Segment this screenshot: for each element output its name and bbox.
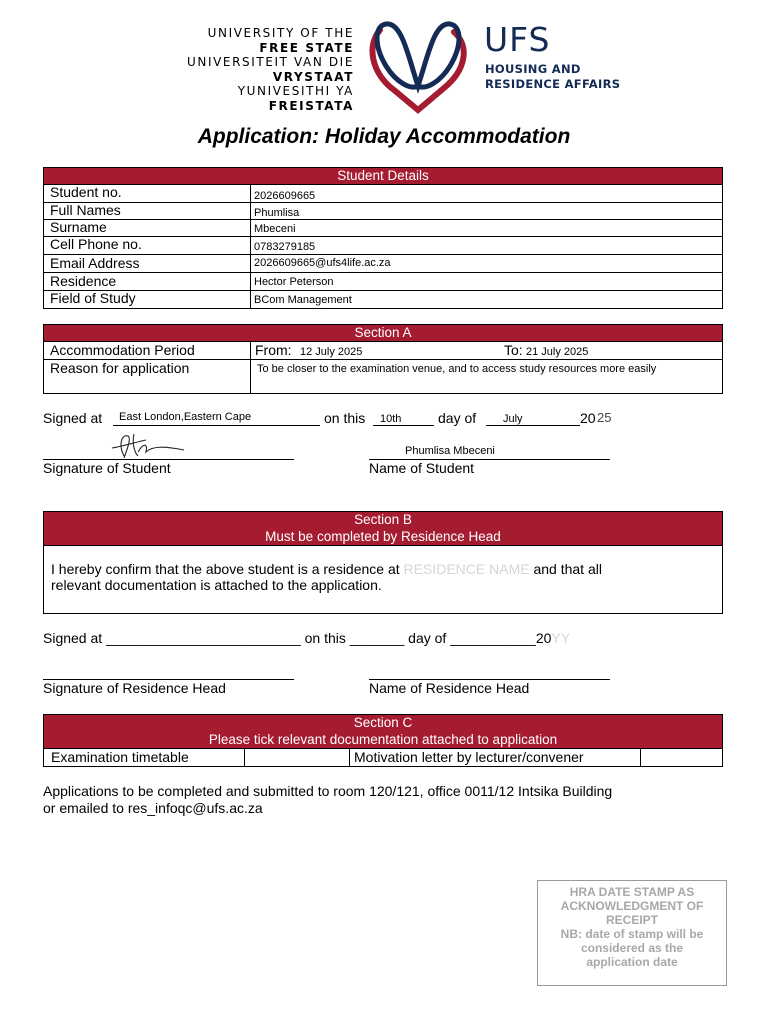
day-of-label: day of	[438, 410, 477, 426]
residence-head-signature-label: Signature of Residence Head	[43, 680, 226, 696]
residence-name-field[interactable]: RESIDENCE NAME	[403, 561, 530, 577]
field-of-study-field[interactable]: BCom Management	[254, 294, 352, 306]
row-label: Email Address	[44, 255, 251, 272]
date-stamp-box	[537, 880, 727, 986]
row-label: Residence	[44, 273, 251, 290]
row-label: Surname	[44, 220, 251, 236]
uni-line-3: UNIVERSITEIT VAN DIE	[187, 55, 354, 70]
statement-text-1: I hereby confirm that the above student is a residence at	[51, 561, 400, 577]
student-name-label: Name of Student	[369, 460, 475, 476]
day-field-b[interactable]: _______	[349, 630, 405, 646]
section-b-statement	[44, 546, 722, 593]
section-b-heading	[44, 512, 722, 546]
student-signature-label: Signature of Student	[43, 460, 171, 476]
section-c-subtitle: Please tick relevant documentation attached to application	[208, 731, 558, 747]
student-name-field[interactable]: Phumlisa Mbeceni	[405, 445, 495, 457]
uni-line-6: FREISTATA	[268, 98, 354, 113]
uni-line-1: UNIVERSITY OF THE	[207, 26, 354, 40]
university-name-block	[170, 26, 354, 114]
on-this-label-b: on this	[304, 630, 346, 646]
statement-text-2: and that all	[533, 561, 602, 577]
stamp-line-1: HRA DATE STAMP AS	[569, 885, 695, 899]
residence-field[interactable]: Hector Peterson	[254, 276, 334, 288]
department-name	[485, 62, 620, 92]
from-label: From:	[255, 342, 292, 358]
department-line-1: HOUSING AND	[485, 62, 581, 76]
exam-timetable-checkbox[interactable]	[245, 749, 350, 766]
uni-line-2: FREE STATE	[259, 40, 354, 55]
table-row	[44, 254, 722, 272]
table-row	[44, 185, 722, 202]
stamp-line-6: application date	[586, 955, 678, 969]
residence-head-name-label: Name of Residence Head	[369, 680, 530, 696]
signed-at-label: Signed at	[43, 410, 103, 426]
year-prefix-b: 20	[535, 630, 552, 646]
signed-at-underline	[113, 425, 320, 426]
exam-timetable-label: Examination timetable	[44, 749, 245, 766]
instructions-line-2: or emailed to res_infoqc@ufs.ac.za	[43, 800, 263, 816]
student-signature-image	[104, 430, 190, 460]
submission-instructions	[43, 783, 612, 817]
section-b-table	[43, 511, 723, 614]
to-date-field[interactable]: 21 July 2025	[526, 346, 589, 358]
stamp-line-4: NB: date of stamp will be	[560, 927, 704, 941]
section-c-title: Section C	[353, 715, 413, 730]
period-label: Accommodation Period	[44, 342, 251, 359]
ufs-wordmark: UFS	[484, 20, 551, 59]
day-field[interactable]: 10th	[380, 413, 402, 425]
instructions-line-1: Applications to be completed and submitted to room 120/121, office 0011/12 Intsika Building	[43, 783, 613, 799]
year-field-b[interactable]: YY	[551, 630, 571, 646]
table-row	[44, 290, 722, 308]
student-details-rows	[44, 185, 722, 308]
year-prefix: 20	[580, 410, 596, 426]
signed-at-field[interactable]: East London,Eastern Cape	[119, 411, 252, 423]
section-c-heading	[44, 715, 722, 749]
year-field[interactable]: 25	[597, 410, 612, 425]
section-b-signed-line	[43, 630, 570, 646]
signed-at-field-b[interactable]: _________________________	[106, 630, 301, 646]
table-row	[44, 272, 722, 290]
month-field[interactable]: July	[503, 413, 523, 425]
row-label: Student no.	[44, 185, 251, 202]
motivation-letter-checkbox[interactable]	[641, 749, 722, 766]
row-label: Cell Phone no.	[44, 237, 251, 254]
department-line-2: RESIDENCE AFFAIRS	[485, 77, 621, 91]
table-row	[44, 236, 722, 254]
documentation-row	[44, 749, 722, 766]
email-field[interactable]: 2026609665@ufs4life.ac.za	[254, 257, 391, 269]
stamp-line-5: considered as the	[580, 941, 684, 955]
motivation-letter-label: Motivation letter by lecturer/convener	[350, 749, 641, 766]
table-row	[44, 219, 722, 236]
from-date-field[interactable]: 12 July 2025	[300, 346, 363, 358]
reason-field[interactable]: To be closer to the examination venue, and to access study resources more easily	[257, 363, 657, 375]
section-b-subtitle: Must be completed by Residence Head	[265, 528, 501, 544]
day-of-label-b: day of	[408, 630, 447, 646]
row-label: Field of Study	[44, 291, 251, 308]
page-title: Application: Holiday Accommodation	[197, 125, 571, 148]
student-details-heading: Student Details	[44, 168, 722, 185]
accommodation-period-row	[44, 342, 722, 359]
month-underline	[486, 425, 580, 426]
reason-row	[44, 359, 722, 393]
section-c-table	[43, 714, 723, 767]
uni-line-5: YUNIVESITHI YA	[237, 84, 354, 99]
period-values	[251, 342, 722, 359]
section-b-title: Section B	[354, 512, 412, 527]
month-field-b[interactable]: ___________	[450, 630, 536, 646]
row-label: Full Names	[44, 203, 251, 219]
student-no-field[interactable]: 2026609665	[254, 190, 316, 202]
ufs-logo-icon	[366, 16, 476, 116]
stamp-line-3: RECEIPT	[605, 913, 658, 927]
signed-at-label-b: Signed at	[43, 630, 103, 646]
surname-field[interactable]: Mbeceni	[254, 223, 296, 235]
student-details-table	[43, 167, 723, 309]
to-label: To:	[504, 342, 523, 358]
table-row	[44, 202, 722, 219]
on-this-label: on this	[324, 410, 366, 426]
stamp-line-2: ACKNOWLEDGMENT OF	[560, 899, 704, 913]
reason-label: Reason for application	[44, 360, 251, 393]
section-a-table	[43, 324, 723, 394]
uni-line-4: VRYSTAAT	[272, 69, 354, 84]
statement-text-3: relevant documentation is attached to the application.	[51, 577, 382, 593]
full-names-field[interactable]: Phumlisa	[254, 207, 300, 219]
section-a-heading: Section A	[44, 325, 722, 342]
day-underline	[373, 425, 434, 426]
cell-phone-field[interactable]: 0783279185	[254, 241, 316, 253]
